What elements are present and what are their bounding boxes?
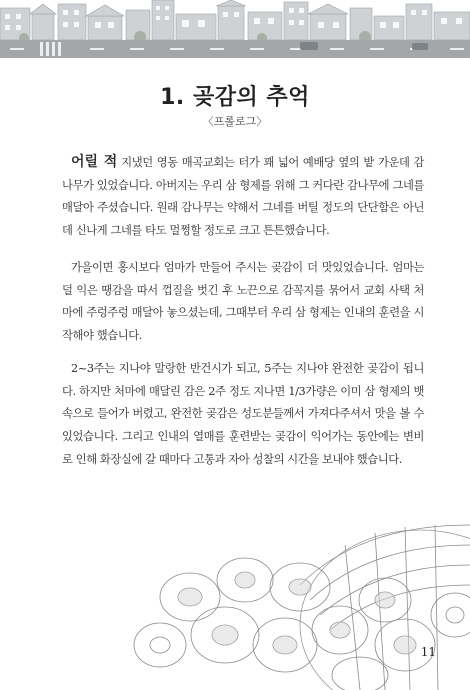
page-number: 11 <box>420 645 436 659</box>
paragraph-text: 가을이면 홍시보다 엄마가 만들어 주시는 곶감이 더 맛있었습니다. 엄마는 덜 익은 땡감을 따서 껍질을 벗긴 후 노끈으로 감꼭지를 묶어서 교회 사택 처마에 주렁주렁 매달아 놓으셨는데, 그때부터 우리 삼 형제는 인내의 훈련을 시작해야 했습니다. <box>62 261 424 343</box>
chapter-subtitle: 〈프롤로그〉 <box>202 115 268 128</box>
chapter-title: 1. 곶감의 추억 <box>160 85 310 110</box>
paragraph-2 <box>62 257 424 348</box>
dried-persimmon-illustration <box>0 505 470 690</box>
paragraph-text: 지냈던 영동 매곡교회는 터가 꽤 넓어 예배당 옆의 밭 가운데 감나무가 있었습니다. 아버지는 우리 삼 형제를 위해 그 커다란 감나무에 그네를 매달아 주셨습니다. 원래 감나무는 약해서 그네를 버틸 정도의 단단함은 아닌데 신나게 그네를 타도 멀쩡할 정도로 크고 튼튼했습니다. <box>62 156 424 238</box>
paragraph-text: 2~3주는 지나야 말랑한 반건시가 되고, 5주는 지나야 완전한 곶감이 됩니다. 하지만 처마에 매달린 감은 2주 정도 지나면 1/3가량은 이미 삼 형제의 뱃속으로 들어가 버렸고, 완전한 곶감은 성도분들께서 가져다주셔서 맛을 볼 수 있었습니다. 그리고 인내의 열매를 훈련받는 곶감이 익어가는 동안에는 변비로 인해 화장실에 갈 때마다 고통과 자아 성찰의 시간을 보내야 했습니다. <box>62 362 424 466</box>
town-banner-illustration <box>0 0 470 58</box>
paragraph-lead: 어릴 적 <box>71 154 118 170</box>
paragraph-1 <box>62 151 424 243</box>
paragraph-3 <box>62 358 424 472</box>
